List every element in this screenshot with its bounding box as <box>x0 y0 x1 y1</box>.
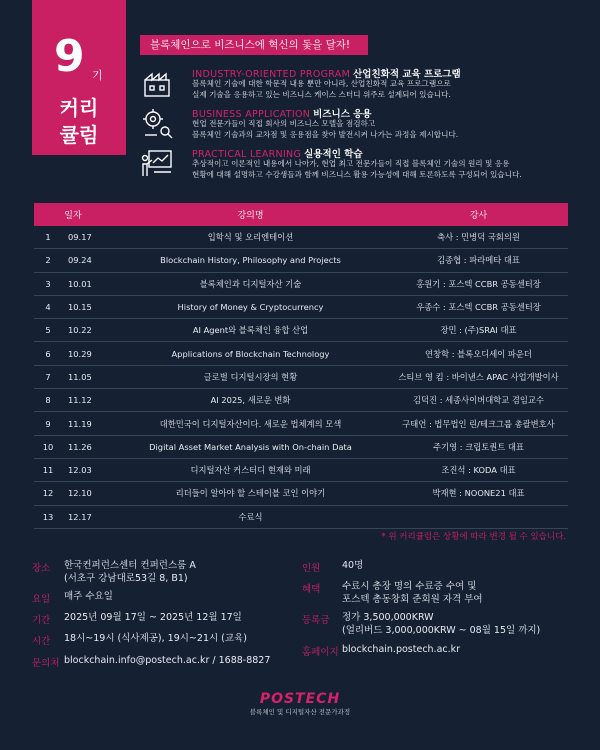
contact-value: blockchain.info@postech.ac.kr / 1688-8827 <box>64 655 271 666</box>
table-row <box>34 342 568 365</box>
benefit-line: 수료시 총장 명의 수료증 수여 및 <box>342 581 477 592</box>
row-number: 2 <box>34 249 62 272</box>
venue-line: (서초구 강남대로53길 8, B1) <box>64 572 188 584</box>
row-lecture: 리더들이 알아야 할 스테이블 코인 이야기 <box>112 482 389 505</box>
row-number: 13 <box>34 505 62 528</box>
badge-title-line2: 큘럼 <box>59 123 99 147</box>
row-speaker: 주기영 : 크립토퀀트 대표 <box>389 435 568 458</box>
fee-line: (얼리버드 3,000,000KRW ~ 08월 15일 까지) <box>342 624 541 636</box>
row-number: 7 <box>34 365 62 388</box>
row-number: 8 <box>34 389 62 412</box>
table-row <box>34 389 568 412</box>
row-lecture: 대한민국이 디지털자산이다. 새로운 법체계의 모색 <box>112 412 389 435</box>
row-lecture: AI 2025, 새로운 변화 <box>112 389 389 412</box>
table-row <box>34 505 568 528</box>
table-row <box>34 458 568 481</box>
row-date: 12.17 <box>62 505 112 528</box>
row-lecture: AI Agent와 블록체인 융합 산업 <box>112 319 389 342</box>
table-header-row <box>34 203 568 226</box>
row-speaker: 김종협 : 파라메타 대표 <box>389 249 568 272</box>
row-date: 09.24 <box>62 249 112 272</box>
program-desc-line: 현업 전문가들이 직접 회사의 비즈니스 모델을 점검하고 <box>192 119 376 128</box>
day-value: 매주 수요일 <box>64 591 113 602</box>
row-number: 1 <box>34 226 62 249</box>
gear-search-icon <box>140 106 174 140</box>
factory-icon <box>140 66 174 100</box>
row-date: 11.05 <box>62 365 112 388</box>
row-date: 10.22 <box>62 319 112 342</box>
badge-title-line1: 커리 <box>59 96 99 120</box>
row-number: 10 <box>34 435 62 458</box>
row-speaker: 장민 : (주)SRAI 대표 <box>389 319 568 342</box>
homepage-label: 홈페이지 <box>302 647 339 658</box>
program-description <box>192 79 451 100</box>
homepage-value[interactable]: blockchain.postech.ac.kr <box>342 644 461 655</box>
table-row <box>34 365 568 388</box>
row-speaker: 축사 : 민병덕 국회의원 <box>389 226 568 249</box>
row-date: 10.29 <box>62 342 112 365</box>
row-lecture: 블록체인과 디지털자산 기술 <box>112 272 389 295</box>
table-row <box>34 272 568 295</box>
change-notice: * 위 커리큘럼은 상황에 따라 변경 될 수 있습니다. <box>381 532 566 542</box>
row-speaker: 구태언 : 법무법인 린/테크그룹 총괄변호사 <box>389 412 568 435</box>
fee-line: 정가 3,500,000KRW <box>342 612 434 623</box>
row-number: 4 <box>34 295 62 318</box>
row-lecture: 수료식 <box>112 505 389 528</box>
row-number: 5 <box>34 319 62 342</box>
capacity-value: 40명 <box>342 560 364 571</box>
benefit-value <box>342 581 483 606</box>
program-title-ko: 산업친화적 교육 프로그램 <box>353 69 461 80</box>
program-title <box>192 146 363 160</box>
program-desc-line: 블록체인 기술과의 교차점 및 응용점을 찾아 발전시켜 나가는 과정을 제시합니다. <box>192 129 459 139</box>
program-title-ko: 실용적인 학습 <box>304 149 363 160</box>
program-title-en: BUSINESS APPLICATION <box>192 109 311 120</box>
row-lecture: Blockchain History, Philosophy and Projects <box>112 249 389 272</box>
venue-line: 한국컨퍼런스센터 컨퍼런스룸 A <box>64 560 196 571</box>
table-row <box>34 295 568 318</box>
row-date: 10.01 <box>62 272 112 295</box>
row-number: 6 <box>34 342 62 365</box>
row-lecture: History of Money & Cryptocurrency <box>112 295 389 318</box>
program-title-en: INDUSTRY-ORIENTED PROGRAM <box>192 69 351 80</box>
table-body <box>34 226 568 528</box>
row-speaker: 우종수 : 포스텍 CCBR 공동센터장 <box>389 295 568 318</box>
row-date: 10.15 <box>62 295 112 318</box>
curriculum-badge <box>32 0 126 155</box>
fee-label: 등록금 <box>302 615 330 626</box>
row-date: 11.26 <box>62 435 112 458</box>
day-label: 요일 <box>32 594 51 605</box>
program-title-ko: 비즈니스 응용 <box>313 109 372 120</box>
program-title <box>192 106 372 120</box>
venue-label: 장소 <box>32 563 51 574</box>
badge-title <box>32 95 126 149</box>
row-date: 12.10 <box>62 482 112 505</box>
period-value: 2025년 09월 17일 ~ 2025년 12월 17일 <box>64 612 242 623</box>
table-row <box>34 319 568 342</box>
program-description <box>192 159 522 180</box>
row-number: 3 <box>34 272 62 295</box>
row-speaker <box>389 505 568 528</box>
presentation-icon <box>140 146 174 180</box>
table-row <box>34 226 568 249</box>
program-description <box>192 119 458 140</box>
slogan-banner: 블록체인으로 비즈니스에 혁신의 돛을 달자! <box>140 35 368 55</box>
row-date: 11.12 <box>62 389 112 412</box>
program-desc-line: 추상적이고 이론적인 내용에서 나아가, 현업 최고 전문가들이 직접 블록체인 기술의 원리 및 응용 <box>192 159 510 168</box>
venue-value <box>64 560 196 585</box>
table-row <box>34 435 568 458</box>
row-lecture: 글로벌 디지털시장의 현황 <box>112 365 389 388</box>
time-label: 시간 <box>32 636 51 647</box>
row-date: 09.17 <box>62 226 112 249</box>
contact-label: 문의처 <box>32 658 60 669</box>
row-speaker: 스티브 영 킴 : 바이낸스 APAC 사업개발이사 <box>389 365 568 388</box>
table-row <box>34 482 568 505</box>
fee-value <box>342 612 540 637</box>
cohort-number: 9 <box>54 31 85 82</box>
program-desc-line: 현황에 대해 설명하고 수강생들과 함께 비즈니스 활용 가능성에 대해 토론하도록 구성되어 있습니다. <box>192 169 522 179</box>
header-lecture: 강의명 <box>112 203 389 226</box>
capacity-label: 인원 <box>302 563 321 574</box>
program-title-en: PRACTICAL LEARNING <box>192 149 302 160</box>
row-lecture: Applications of Blockchain Technology <box>112 342 389 365</box>
postech-logo: POSTECH <box>259 691 341 707</box>
footer-subtitle: 블록체인 및 디지털자산 전문가과정 <box>249 708 351 716</box>
period-label: 기간 <box>32 615 51 626</box>
program-desc-line: 실제 기술을 응용하고 있는 비즈니스 케이스 스터디 위주로 설계되어 있습니다. <box>192 89 451 99</box>
row-lecture: 입학식 및 오리엔테이션 <box>112 226 389 249</box>
row-lecture: 디지털자산 커스터디 현재와 미래 <box>112 458 389 481</box>
time-value: 18시~19시 (식사제공), 19시~21시 (교육) <box>64 633 247 644</box>
table-row <box>34 249 568 272</box>
program-desc-line: 블록체인 기술에 대한 학문적 내용 뿐만 아니라, 산업친화적 교육 프로그램으로 <box>192 79 451 88</box>
row-lecture: Digital Asset Market Analysis with On-chain Data <box>112 435 389 458</box>
table-row <box>34 412 568 435</box>
row-date: 11.19 <box>62 412 112 435</box>
row-date: 12.03 <box>62 458 112 481</box>
row-number: 11 <box>34 458 62 481</box>
cohort-suffix: 기 <box>92 69 103 82</box>
row-speaker: 박재현 : NOONE21 대표 <box>389 482 568 505</box>
row-speaker: 홍원기 : 포스텍 CCBR 공동센터장 <box>389 272 568 295</box>
header-date: 일자 <box>34 203 112 226</box>
row-speaker: 연창학 : 블록오디세이 파운더 <box>389 342 568 365</box>
program-title <box>192 66 461 80</box>
row-number: 12 <box>34 482 62 505</box>
benefit-line: 포스텍 총동창회 준회원 자격 부여 <box>342 593 483 605</box>
row-speaker: 조진석 : KODA 대표 <box>389 458 568 481</box>
curriculum-table <box>34 203 568 529</box>
row-number: 9 <box>34 412 62 435</box>
header-speaker: 강사 <box>389 203 568 226</box>
benefit-label: 혜택 <box>302 584 321 595</box>
row-speaker: 김덕진 : 세종사이버대학교 겸임교수 <box>389 389 568 412</box>
